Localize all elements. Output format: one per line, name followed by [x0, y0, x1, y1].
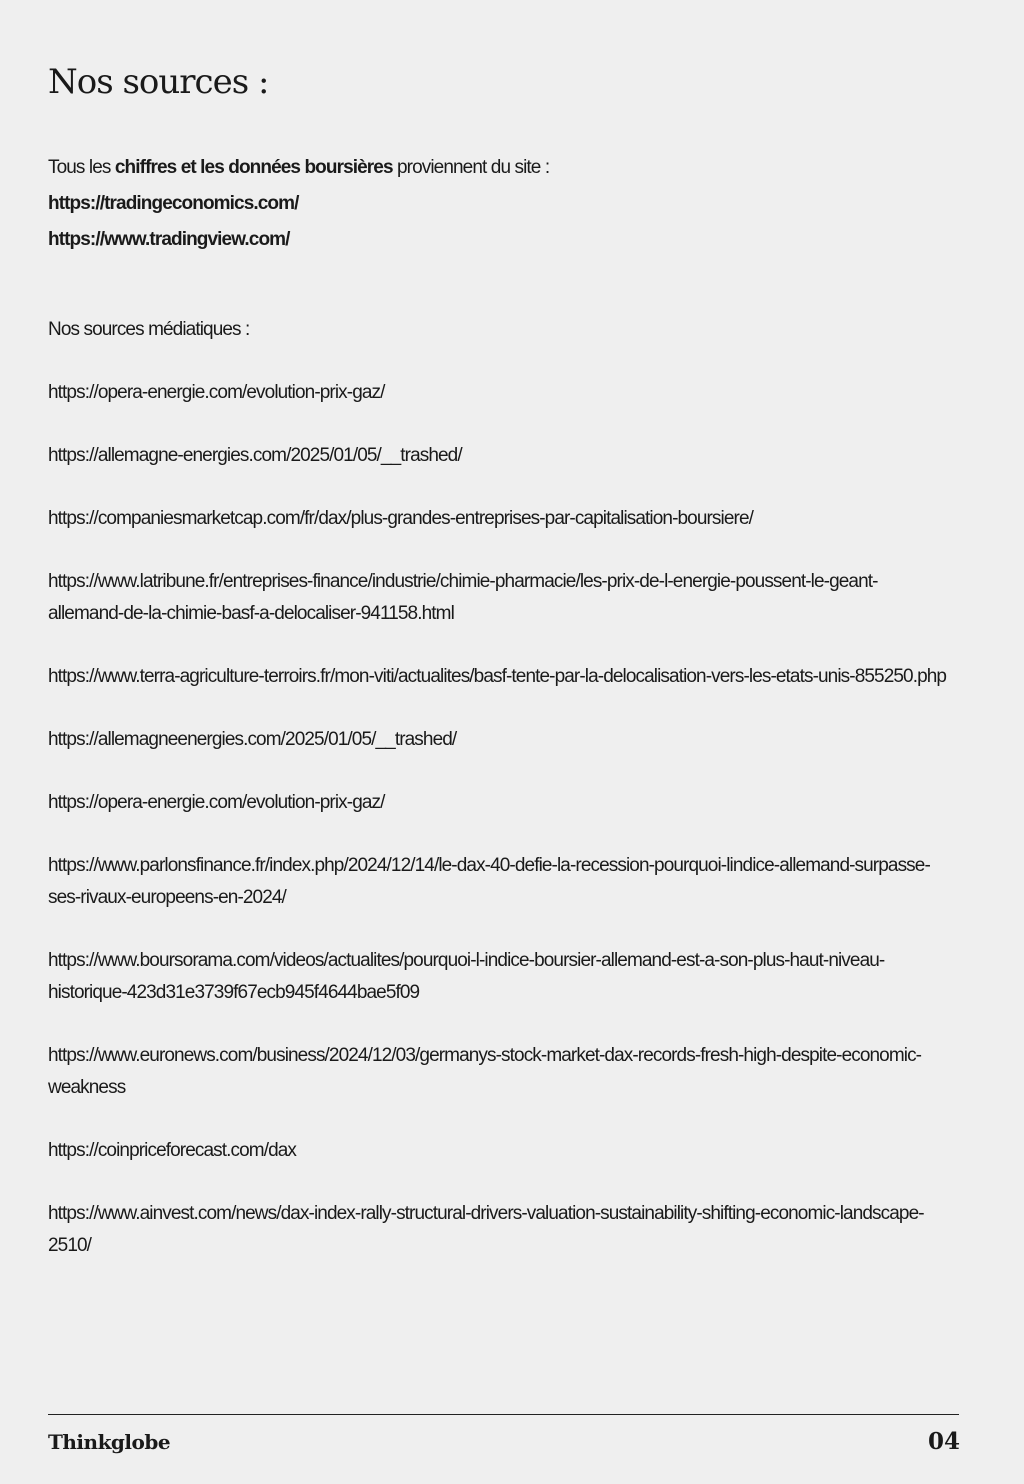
list-item: [48, 1040, 948, 1104]
list-item: [48, 787, 948, 819]
list-item: [48, 1198, 948, 1262]
page-title: Nos sources :: [48, 62, 269, 102]
footer-divider: [48, 1414, 959, 1415]
source-link[interactable]: https://coinpriceforecast.com/dax: [48, 1140, 297, 1161]
intro-suffix: proviennent du site :: [392, 157, 550, 178]
list-item: [48, 724, 948, 756]
intro-link-tradingeconomics[interactable]: https://tradingeconomics.com/: [48, 193, 299, 214]
list-item: [48, 945, 948, 1009]
source-link[interactable]: https://www.boursorama.com/videos/actualites/pourquoi-l-indice-boursier-allemand-est-a-son-plus-haut-niveau-historique-423d31e3739f67ecb945f4644bae5f09: [48, 950, 885, 1003]
intro-paragraph: [48, 150, 549, 258]
list-item: [48, 661, 948, 693]
source-link[interactable]: https://companiesmarketcap.com/fr/dax/plus-grandes-entreprises-par-capitalisation-boursiere/: [48, 508, 753, 529]
source-link[interactable]: https://www.terra-agriculture-terroirs.fr/mon-viti/actualites/basf-tente-par-la-delocalisation-vers-les-etats-unis-855250.php: [48, 666, 947, 687]
intro-bold: chiffres et les données boursières: [114, 157, 393, 178]
source-link[interactable]: https://www.euronews.com/business/2024/12/03/germanys-stock-market-dax-records-fresh-high-despite-economic-weakness: [48, 1045, 922, 1098]
media-sources-heading: Nos sources médiatiques :: [48, 319, 250, 340]
source-link[interactable]: https://www.latribune.fr/entreprises-finance/industrie/chimie-pharmacie/les-prix-de-l-energie-poussent-le-geant-allemand-de-la-chimie-basf-a-delocaliser-941158.html: [48, 571, 878, 624]
list-item: [48, 850, 948, 914]
list-item: [48, 1135, 948, 1167]
intro-prefix: Tous les: [48, 157, 115, 178]
source-link[interactable]: https://opera-energie.com/evolution-prix-gaz/: [48, 792, 385, 813]
list-item: [48, 377, 948, 409]
source-link[interactable]: https://allemagne-energies.com/2025/01/05/__trashed/: [48, 445, 462, 466]
intro-sentence: [48, 150, 549, 186]
list-item: [48, 440, 948, 472]
source-link[interactable]: https://opera-energie.com/evolution-prix-gaz/: [48, 382, 385, 403]
footer-brand: Thinkglobe: [48, 1430, 171, 1454]
source-link[interactable]: https://allemagneenergies.com/2025/01/05/__trashed/: [48, 729, 457, 750]
source-link[interactable]: https://www.ainvest.com/news/dax-index-rally-structural-drivers-valuation-sustainability-shifting-economic-landscape-2510/: [48, 1203, 924, 1256]
page-number: 04: [927, 1428, 960, 1455]
list-item: [48, 503, 948, 535]
document-page: [48, 0, 960, 1484]
source-link[interactable]: https://www.parlonsfinance.fr/index.php/2024/12/14/le-dax-40-defie-la-recession-pourquoi-lindice-allemand-surpasse-ses-rivaux-europeens-en-2024/: [48, 855, 930, 908]
sources-list: [48, 377, 948, 1293]
list-item: [48, 566, 948, 630]
intro-link-tradingview[interactable]: https://www.tradingview.com/: [48, 229, 290, 250]
